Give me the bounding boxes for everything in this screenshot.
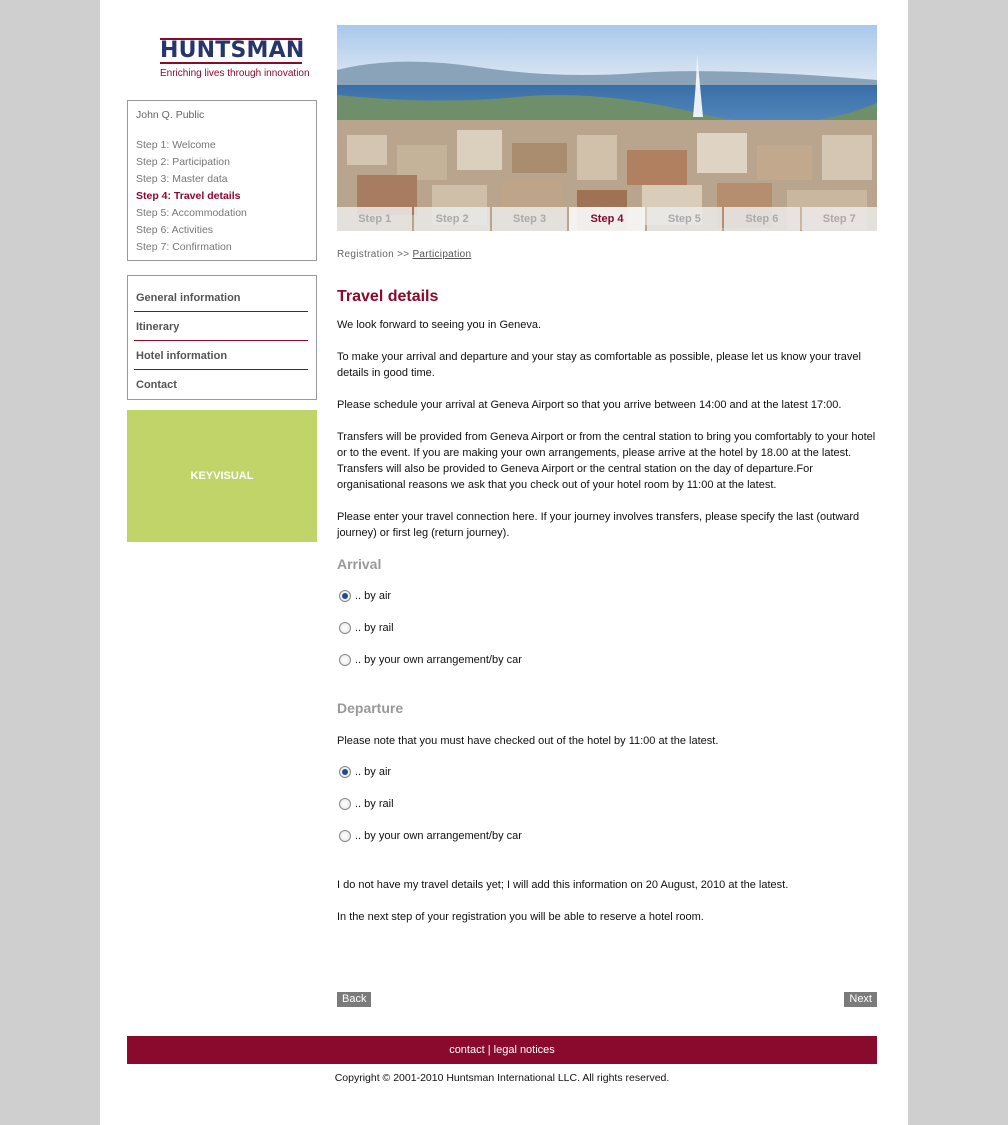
logo-wordmark: HUNTSMAN — [160, 38, 305, 63]
nav-contact[interactable] — [136, 363, 308, 391]
footer-legal-notices-link[interactable]: legal notices — [493, 1044, 555, 1056]
departure-option-car[interactable] — [339, 830, 522, 842]
breadcrumb-current-link[interactable]: Participation — [412, 249, 472, 260]
info-nav-panel — [127, 275, 317, 400]
radio-button[interactable] — [339, 830, 351, 842]
copyright-notice: Copyright © 2001-2010 Huntsman International LLC. All rights reserved. — [334, 1072, 670, 1084]
sidebar-step-1[interactable]: Step 1: Welcome — [136, 139, 216, 151]
radio-button-checked[interactable] — [339, 590, 351, 602]
radio-label: .. by rail — [355, 798, 394, 810]
transfers-paragraph: Transfers will be provided from Geneva Airport or from the central station to bring you comfortably to your hotel or to the event. If you are making your own arrangements, please arrive at the hotel by 18.00 at the latest. Transfers will also be provided to Geneva Airport or the central station on the day of departure.For organisational reasons we ask that you check out of your hotel room by 11:00 at the latest. — [337, 431, 876, 491]
breadcrumb-root: Registration — [337, 249, 394, 260]
step-tab-1[interactable]: Step 1 — [337, 207, 412, 231]
departure-note: Please note that you must have checked out of the hotel by 11:00 at the latest. — [337, 735, 719, 747]
nav-label: Hotel information — [136, 350, 228, 362]
step-tab-4-active[interactable]: Step 4 — [569, 207, 644, 231]
geneva-panorama-illustration — [337, 25, 877, 231]
radio-button[interactable] — [339, 798, 351, 810]
footer-contact-link[interactable]: contact — [449, 1044, 485, 1056]
arrival-heading: Arrival — [337, 556, 382, 572]
step-tab-7[interactable]: Step 7 — [802, 207, 877, 231]
sidebar-step-2[interactable]: Step 2: Participation — [136, 156, 230, 168]
breadcrumb — [337, 249, 471, 260]
arrival-option-rail[interactable] — [339, 622, 394, 634]
footer-bar — [127, 1036, 877, 1064]
sidebar-step-7[interactable]: Step 7: Confirmation — [136, 241, 232, 253]
radio-label: .. by rail — [355, 622, 394, 634]
geneva-banner-image — [337, 25, 877, 231]
next-step-paragraph: In the next step of your registration you will be able to reserve a hotel room. — [337, 911, 704, 923]
step-tab-6[interactable]: Step 6 — [724, 207, 799, 231]
sidebar-step-5[interactable]: Step 5: Accommodation — [136, 207, 247, 219]
radio-label: .. by your own arrangement/by car — [355, 654, 522, 666]
steps-list — [136, 139, 247, 258]
keyvisual-placeholder: KEYVISUAL — [127, 410, 317, 542]
page-title: Travel details — [337, 288, 439, 305]
radio-label: .. by air — [355, 590, 392, 602]
nav-label: Itinerary — [136, 321, 180, 333]
pending-details-paragraph: I do not have my travel details yet; I will add this information on 20 August, 2010 at the latest. — [337, 879, 789, 891]
registration-steps-panel — [127, 100, 317, 261]
nav-label: General information — [136, 292, 241, 304]
intro-paragraph: We look forward to seeing you in Geneva. — [337, 319, 542, 331]
logo-tagline: Enriching lives through innovation — [160, 68, 310, 79]
sidebar-step-3[interactable]: Step 3: Master data — [136, 173, 228, 185]
page — [100, 0, 908, 1125]
arrival-schedule-paragraph: Please schedule your arrival at Geneva Airport so that you arrive between 14:00 and at the latest 17:00. — [337, 399, 842, 411]
connection-paragraph: Please enter your travel connection here. If your journey involves transfers, please specify the last (outward journey) or first leg (return journey). — [337, 511, 860, 539]
back-button[interactable]: Back — [337, 992, 371, 1007]
sidebar-step-4-active[interactable]: Step 4: Travel details — [136, 190, 241, 202]
nav-label: Contact — [136, 379, 177, 391]
departure-option-air[interactable] — [339, 766, 391, 778]
step-progress-bar — [337, 207, 877, 231]
radio-button-checked[interactable] — [339, 766, 351, 778]
step-tab-2[interactable]: Step 2 — [414, 207, 489, 231]
departure-option-rail[interactable] — [339, 798, 394, 810]
nav-general-information[interactable] — [136, 276, 308, 304]
huntsman-logo[interactable] — [160, 38, 310, 79]
breadcrumb-separator: >> — [397, 249, 410, 260]
arrival-option-car[interactable] — [339, 654, 522, 666]
travel-details-paragraph: To make your arrival and departure and your stay as comfortable as possible, please let us know your travel details in good time. — [337, 351, 861, 379]
user-name: John Q. Public — [136, 109, 205, 121]
radio-label: .. by your own arrangement/by car — [355, 830, 522, 842]
arrival-option-air[interactable] — [339, 590, 391, 602]
step-tab-3[interactable]: Step 3 — [492, 207, 567, 231]
radio-button[interactable] — [339, 622, 351, 634]
next-button[interactable]: Next — [844, 992, 877, 1007]
step-tab-5[interactable]: Step 5 — [647, 207, 722, 231]
radio-button[interactable] — [339, 654, 351, 666]
footer-divider: | — [487, 1044, 491, 1056]
nav-hotel-information[interactable] — [136, 334, 308, 362]
sidebar-step-6[interactable]: Step 6: Activities — [136, 224, 214, 236]
departure-heading: Departure — [337, 700, 404, 716]
nav-itinerary[interactable] — [136, 305, 308, 333]
radio-label: .. by air — [355, 766, 392, 778]
